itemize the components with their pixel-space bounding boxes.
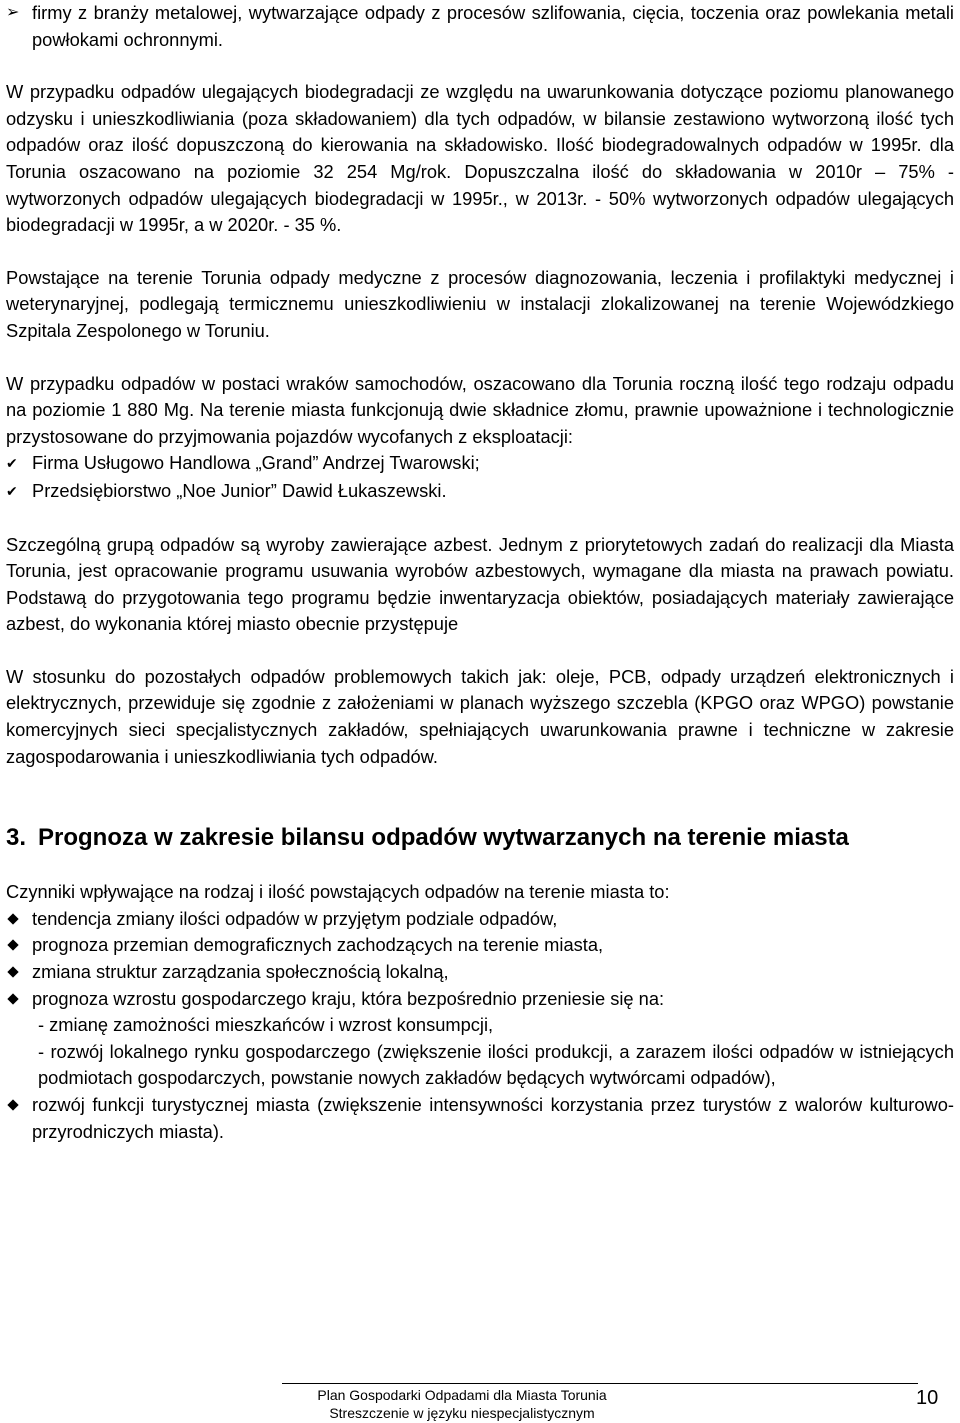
section-heading [6,822,954,853]
page-footer [282,1383,918,1422]
section-title: Prognoza w zakresie bilansu odpadów wytwarzanych na terenie miasta [38,824,849,852]
diamond-bullet-icon [7,993,18,1004]
document-page [6,0,954,1145]
company-item [6,478,954,506]
section-number: 3. [6,824,27,852]
check-bullet-icon [6,450,32,478]
section-lead: Czynniki wpływające na rodzaj i ilość powstających odpadów na terenie miasta to: [6,881,670,903]
diamond-bullet-icon [7,966,18,977]
diamond-bullet-icon [7,940,18,951]
page-number: 10 [916,1387,939,1409]
subfactor-text: - rozwój lokalnego rynku gospodarczego (zwiększenie ilości produkcji, a zarazem ilości odpadów w istniejących podmiotach gospodarczych, powstanie nowych zakładów będących wytwórcami odpadów), [38,1040,954,1089]
factor-item [6,959,954,986]
diamond-bullet-icon [7,913,18,924]
factor-item [6,906,954,933]
factor-text: tendencja zmiany ilości odpadów w przyjętym podziale odpadów, [32,907,558,929]
factor-text: prognoza przemian demograficznych zachodzących na terenie miasta, [32,934,604,956]
paragraph-biodegradable: W przypadku odpadów ulegających biodegradacji ze względu na uwarunkowania dotyczące poziomu planowanego odzysku i unieszkodliwiania (poza składowaniem) dla tych odpadów, w bilansie zestawiono wytworzoną ilość tych odpadów oraz ilość dopuszczoną do kierowania na składowisko. Ilość biodegradowalnych odpadów w 1995r. dla Torunia oszacowano na poziomie 32 254 Mg/rok. Dopuszczalna ilość do składowania w 2010r – 75% - wytworzonych odpadów ulegających biodegradacji w 1995r., w 2013r. - 50% wytworzonych odpadów ulegających biodegradacji w 1995r, a w 2020r. - 35 %. [6,81,954,236]
company-text: Przedsiębiorstwo „Noe Junior” Dawid Łukaszewski. [32,479,447,501]
footer-subtitle: Streszczenie w języku niespecjalistycznym [329,1405,595,1421]
paragraph-other-waste: W stosunku do pozostałych odpadów problemowych takich jak: oleje, PCB, odpady urządzeń elektronicznych i elektrycznych, przewiduje się zgodnie z założeniami w planach wyższego szczebla (KPGO oraz WPGO) powstanie komercyjnych sieci specjalistycznych zakładów, spełniających uwarunkowania prawne i techniczne w zakresie zagospodarowania i unieszkodliwiania tych odpadów. [6,665,954,767]
arrow-bullet-icon [6,0,32,27]
factor-text: zmiana struktur zarządzania społecznością lokalną, [32,961,449,983]
company-text: Firma Usługowo Handlowa „Grand” Andrzej Twarowski; [32,452,480,474]
factor-text: prognoza wzrostu gospodarczego kraju, która bezpośrednio przeniesie się na: [32,987,665,1009]
factor-text: rozwój funkcji turystycznej miasta (zwiększenie intensywności korzystania przez turystów z walorów kulturowo-przyrodniczych miasta). [32,1094,954,1142]
factor-item [6,986,954,1013]
company-item [6,450,954,478]
diamond-bullet-icon [7,1099,18,1110]
factor-item [6,1092,954,1145]
intro-bullet-item [6,0,954,53]
paragraph-vehicles: W przypadku odpadów w postaci wraków samochodów, oszacowano dla Torunia roczną ilość tego rodzaju odpadu na poziomie 1 880 Mg. Na terenie miasta funkcjonują dwie składnice złomu, prawnie upoważnione i technologicznie przystosowane do przyjmowania pojazdów wycofanych z eksploatacji: [6,372,954,447]
subfactor-text: - zmianę zamożności mieszkańców i wzrost konsumpcji, [38,1014,494,1036]
factor-item [6,932,954,959]
intro-bullet-text: firmy z branży metalowej, wytwarzające odpady z procesów szlifowania, cięcia, toczenia oraz powlekania metali powłokami ochronnymi. [32,2,954,50]
paragraph-medical: Powstające na terenie Torunia odpady medyczne z procesów diagnozowania, leczenia i profilaktyki medycznej i weterynaryjnej, podlegają termicznemu unieszkodliwieniu w instalacji zlokalizowanej na terenie Wojewódzkiego Szpitala Zespolonego w Toruniu. [6,266,954,341]
check-bullet-icon [6,478,32,506]
footer-title: Plan Gospodarki Odpadami dla Miasta Torunia [317,1387,607,1403]
paragraph-asbestos: Szczególną grupą odpadów są wyroby zawierające azbest. Jednym z priorytetowych zadań do realizacji dla Miasta Torunia, jest opracowanie programu usuwania wyrobów azbestowych, wymagane dla miasta na prawach powiatu. Podstawą do przygotowania tego programu będzie inwentaryzacja obiektów, posiadających materiały zawierające azbest, do wykonania której miasto obecnie przystępuje [6,533,954,635]
